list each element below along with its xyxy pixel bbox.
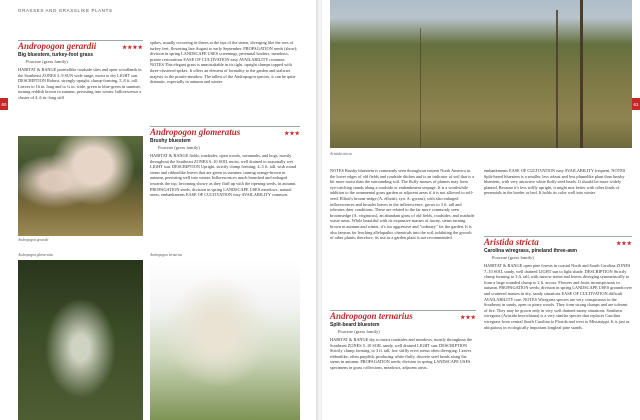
- common-name: Brushy bluestem: [150, 138, 191, 144]
- rating-stars: ★★★: [284, 131, 300, 137]
- species-name: Andropogon ternarius: [330, 311, 413, 321]
- description-continued: spikes, usually occurring in threes at the tips of the stems, diverging like the toes of turkey feet, flowering late August to early September. PROPAGATION seeds (show); division in spring LANDSCAPE USES screenings, perennial borders, meadows, prairie restorations EASE OF CULTIVATION easy AVAILABILITY common. NOTES This elegant grass is unmistakable in its tight, upright clumps topped with three-clustered spikes. It offers an element of formality to the garden and stalwart majesty to the prairie-meadow. The tallest of the Andropogon species, it can be quite dramatic, especially in autumn and winter.: [150, 40, 298, 85]
- species-title: [330, 311, 476, 321]
- notes-ternarius: embankments EASE OF CULTIVATION easy AVAILABILITY frequent. NOTES Split-beard bluestem is a smaller, less robust and less plumelike plant than brushy bluestem, with very attractive white fluffy seed heads. It should be more widely planted. Because it's less stiffly upright, it might mix better with other kinds of perennials in the border or bed. It holds its color well into winter.: [484, 168, 626, 196]
- entry-gerardii: [18, 40, 143, 101]
- pine-trunk: [420, 28, 421, 148]
- page-number-tab: 61: [632, 98, 640, 110]
- rating-stars: ★★★: [616, 241, 632, 247]
- caption-ternarius: Andropogon ternarius: [150, 253, 182, 257]
- entry-stricta: [484, 236, 632, 330]
- species-title: [18, 41, 143, 51]
- species-name: Aristida stricta: [484, 237, 539, 247]
- family-name: Poaceae (grass family): [338, 329, 380, 334]
- common-name: Big bluestem, turkey-foot grass: [18, 52, 94, 58]
- photo-andropogon-ternarius: [150, 260, 300, 420]
- left-page: [0, 0, 318, 420]
- common-name: Split-beard bluestem: [330, 322, 380, 328]
- pine-trunk: [556, 10, 558, 148]
- photo-aristida-stricta: [330, 0, 632, 148]
- notes-glomeratus: NOTES Brushy bluestem is commonly seen throughout eastern North America in the lower edges of old fields and roadside ditches and is an indicator of soil that is a bit more moist than the surrounding soil. The fluffy masses of plumes may form eye-catching stands along a roadside or embankment seepage. It is a worthwhile addition to the ornamental grass garden or adjacent areas if it is not allowed to self-seed. Elliott's broom-sedge (A. elliottii, syn. A. gyrans), with also enlarged inflorescences and broader leaves in the inflorescence, grows to 3 ft. tall and tolerates drier conditions. These are related to the far more commonly seen broomsedge (A. virginicus), an abundant grass of old fields, roadsides, and roadside waste areas. While beautiful with its expansive masses of tawny, stems turning brown in autumn and winter, it's too aggressive and "ordinary" for the garden. It is also famous for leaching allelopathic chemicals into the soil, inhibiting the growth of other plants; therefore, its use as a garden plant is not recommended.: [330, 168, 475, 241]
- common-name: Carolina wiregrass, pineland three-awn: [484, 248, 578, 254]
- running-head: GRASSES AND GRASSLIKE PLANTS: [18, 8, 113, 13]
- photo-andropogon-gerardii: [18, 136, 143, 236]
- species-title: [484, 237, 632, 247]
- description: HABITAT & RANGE prairieflike roadside sites and open woodlands in the Southeast ZONES 3–9 SUN wide range, moist to dry LIGHT sun. DESCRIPTION Robust, strongly upright, clump-forming, 5–8 ft. tall. Leaves to 16 in. long and to ¼ in. wide, green to blue-green in summer, turning reddish brown in autumn, persisting into winter. Inflorescence a cluster of 4–6 in.-long stiff: [18, 67, 142, 100]
- description: HABITAT & RANGE fields, roadsides, open woods, savannahs, and bogs, mostly throughout the Southeast ZONES 6–10 SOIL moist, well drained to seasonally wet LIGHT sun. DESCRIPTION Upright, strictly clump forming, 4–5 ft. tall, with round stems and ribbonlike leaves that are green in summer, turning orange-brown in autumn, persisting well into winter. Inflorescences much branched and enlarged towards the top, becoming showy as they fluff up with the ripening seeds, in autumn. PROPAGATION seeds; division in spring LANDSCAPE USES meadows, natural areas, embankments EASE OF CULTIVATION easy AVAILABILITY common.: [150, 153, 297, 198]
- caption-gerardii: Andropogon gerardii: [18, 238, 49, 242]
- family-name: Poaceae (grass family): [492, 255, 534, 260]
- description: HABITAT & RANGE open pine forests in coastal North and South Carolina ZONES 7–10 SOIL sandy, well drained LIGHT sun to light shade. DESCRIPTION Strictly clump forming to 3 ft. tall, with narrow stems and leaves diverging symmetrically to form a large rounded clump to 2 ft. across. Flowers and fruits inconspicuous in autumn. PROPAGATION seeds; division in spring LANDSCAPE USES groundcover and scattered masses in dry, sandy situations EASE OF CULTIVATION difficult AVAILABILITY rare. NOTES Wiregrass species are very conspicuous in the Southeast in sandy, open or piney woods. They form strong clumps and are tolerant of fire. They may be grown only in very well drained sunny situations. Southern wiregrass (Aristida beyrichiana) is a very similar species that replaces Carolina wiregrass from central South Carolina to Florida and west to Mississippi. It is just as ubiquitous in ecologically important longleaf pine stands.: [484, 263, 632, 330]
- family-name: Poaceae (grass family): [26, 59, 68, 64]
- family-name: Poaceae (grass family): [158, 145, 200, 150]
- entry-glomeratus: [150, 126, 300, 198]
- rating-stars: ★★★★: [122, 45, 143, 51]
- species-name: Andropogon gerardii: [18, 41, 97, 51]
- species-name: Andropogon glomeratus: [150, 127, 241, 137]
- column-text: [484, 168, 632, 196]
- caption-stricta: Aristida stricta: [330, 152, 352, 156]
- entry-ternarius: [330, 310, 476, 371]
- rating-stars: ★★★: [460, 315, 476, 321]
- species-title: [150, 127, 300, 137]
- pine-trunk: [580, 0, 583, 148]
- right-page: [322, 0, 640, 420]
- description: HABITAT & RANGE dry to moist roadsides and meadows, mostly throughout the Southeast ZONES 5–10 SOIL sandy, well drained LIGHT sun. DESCRIPTION Strictly clump forming, to 3 ft. tall, low stiffly erect stems often diverging. Leaves ribbonlike, often purplish, producing white fluffy, discrete seed heads along the stems in autumn. PROPAGATION seeds; division in spring LANDSCAPE USES specimens in grass collections, meadows, adjacent areas.: [330, 337, 473, 370]
- caption-glomeratus: Andropogon glomeratus: [18, 253, 53, 257]
- column-text: [330, 168, 476, 241]
- page-number-tab: 60: [0, 98, 8, 110]
- photo-andropogon-glomeratus: [18, 260, 143, 420]
- column-text: [150, 40, 300, 85]
